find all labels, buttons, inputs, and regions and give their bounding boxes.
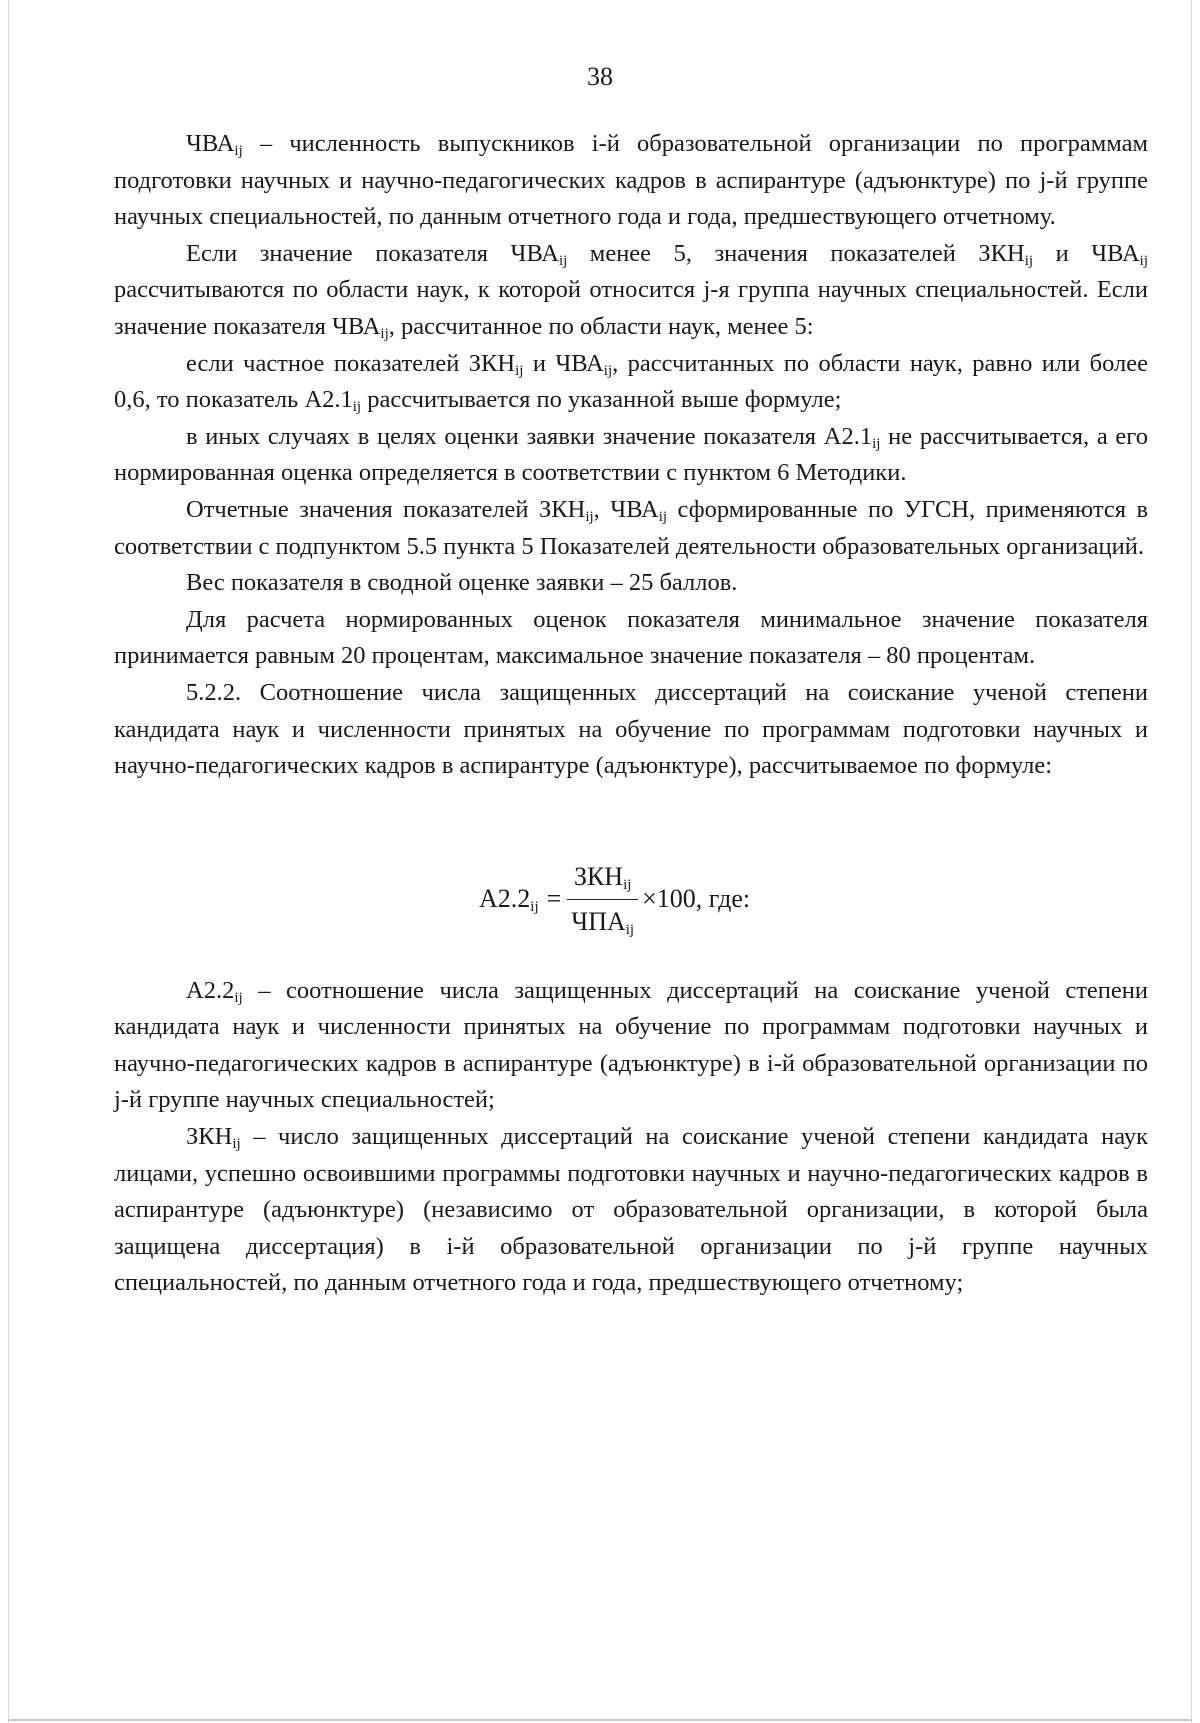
formula-block xyxy=(114,793,1148,973)
formula-a2-2 xyxy=(479,859,750,941)
formula-numerator: $ЗКН_{ij}$ xyxy=(573,861,632,893)
paragraph-reported-values: Отчетные значения показателей $ЗКН_{ij}$, $ЧВА_{ij}$ сформированные по УГСН, применяются в соответствии с подпунктом 5.5 пункта 5 Показателей деятельности образовательных организаций. xyxy=(114,495,1149,560)
formula-denominator: $ЧПА_{ij}$ xyxy=(567,899,638,941)
page-bottom-edge xyxy=(8,1719,1192,1721)
page-number: 38 xyxy=(587,62,613,91)
paragraph-calculation-rule: Если значение показателя $ЧВА_{ij}$ менее 5, значения показателей $ЗКН_{ij}$ и $ЧВА_{ij}$ рассчитываются по области наук, к которой относится j-я группа научных специальностей. Если значение показателя $ЧВА_{ij}$, рассчитанное по области наук, менее 5: xyxy=(114,239,1148,342)
paragraph-other-cases: в иных случаях в целях оценки заявки значение показателя $А2.1_{ij}$ не рассчитывается, а его нормированная оценка определяется в соответствии с пунктом 6 Методики. xyxy=(114,422,1148,487)
paragraph-weight: Вес показателя в сводной оценке заявки – 25 баллов. xyxy=(186,569,738,597)
paragraph-cva-definition: $ЧВА_{ij}$ – численность выпускников i-й образовательной организации по программам подготовки научных и научно-педагогических кадров в аспирантуре (адъюнктуре) по j-й группе научных специальностей, по данным отчетного года и года, предшествующего отчетному. xyxy=(114,130,1148,231)
formula-tail: ×100, где: xyxy=(642,884,751,914)
paragraph-quotient-rule: если частное показателей $ЗКН_{ij}$ и $ЧВА_{ij}$, рассчитанных по области наук, равно или более 0,6, то показатель $А2.1_{ij}$ рассчитывается по указанной выше формуле; xyxy=(114,349,1148,416)
paragraph-section-5-2-2: 5.2.2. Соотношение числа защищенных диссертаций на соискание ученой степени кандидата наук и численности принятых на обучение по программам подготовки научных и научно-педагогических кадров в аспирантуре (адъюнктуре), рассчитываемое по формуле: xyxy=(114,678,1148,780)
paragraph-a2-2-definition: $А2.2_{ij}$ – соотношение числа защищенных диссертаций на соискание ученой степени кандидата наук и численности принятых на обучение по программам подготовки научных и научно-педагогических кадров в аспирантуре (адъюнктуре) в i-й образовательной организации по j-й группе научных специальностей; xyxy=(114,976,1148,1114)
paragraph-zkn-definition: $ЗКН_{ij}$ – число защищенных диссертаций на соискание ученой степени кандидата наук лицами, успешно освоившими программы подготовки научных и научно-педагогических кадров в аспирантуре (адъюнктуре) (независимо от образовательной организации, в которой была защищена диссертация) в i-й образовательной организации по j-й группе научных специальностей, по данным отчетного года и года, предшествующего отчетному; xyxy=(114,1123,1148,1297)
formula-equals: = xyxy=(546,884,562,914)
formula-lhs: $А2.2_{ij}$ xyxy=(479,884,539,916)
paragraph-normalization: Для расчета нормированных оценок показателя минимальное значение показателя принимается равным 20 процентам, максимальное значение показателя – 80 процентам. xyxy=(114,605,1148,670)
document-body xyxy=(114,126,1148,1302)
formula-fraction xyxy=(567,859,638,941)
